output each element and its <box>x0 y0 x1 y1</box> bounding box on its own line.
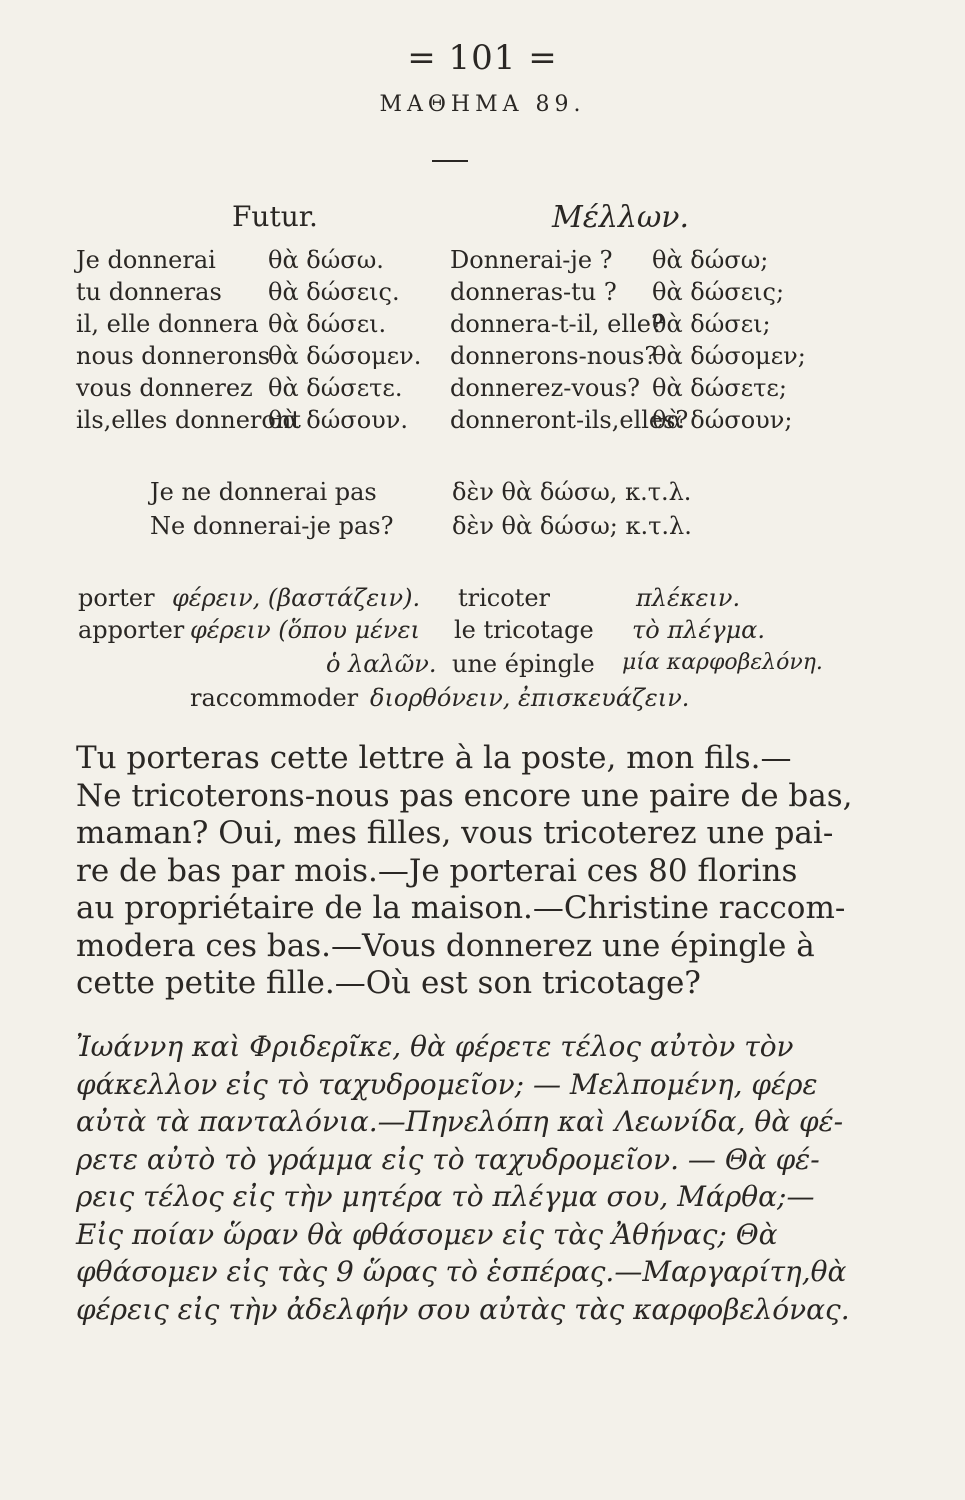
greek-line: φθάσομεν εἰς τὰς 9 ὥρας τὸ ἑσπέρας.—Μαργαρίτη,θὰ <box>76 1255 847 1288</box>
vocab-epingle-gr: μία καρφοβελόνη. <box>622 650 823 675</box>
french-line: cette petite fille.—Où est son tricotage? <box>76 965 701 1001</box>
lesson-title: ΜΑΘΗΜΑ 89. <box>379 92 586 117</box>
conj-gr-4: θὰ δώσομεν. <box>268 342 422 370</box>
conj-qfr-2: donneras-tu ? <box>450 278 617 306</box>
french-line: Tu porteras cette lettre à la poste, mon fils.— <box>76 740 792 776</box>
greek-line: αὐτὰ τὰ πανταλόνια.—Πηνελόπη καὶ Λεωνίδα, θὰ φέ- <box>76 1105 844 1138</box>
title-divider <box>432 160 468 162</box>
conj-qfr-6: donneront-ils,elles? <box>450 406 689 434</box>
conj-fr-2: tu donneras <box>76 278 222 306</box>
vocab-porter-gr: φέρειν, (βαστάζειν). <box>172 584 421 612</box>
section-heading-greek: Μέλλων. <box>552 200 690 235</box>
greek-line: φάκελλον εἰς τὸ ταχυδρομεῖον; — Μελπομένη, φέρε <box>76 1067 818 1101</box>
negative-gr-1: δὲν θὰ δώσω, κ.τ.λ. <box>452 478 692 506</box>
conj-qgr-4: θὰ δώσομεν; <box>652 342 806 370</box>
conj-qfr-3: donnera-t-il, elle? <box>450 310 664 338</box>
greek-line: φέρεις εἰς τὴν ἀδελφήν σου αὐτὰς τὰς καρφοβελόνας. <box>76 1292 850 1326</box>
negative-gr-2: δὲν θὰ δώσω; κ.τ.λ. <box>452 512 692 540</box>
conj-fr-6: ils,elles donneront <box>76 406 301 434</box>
conj-fr-5: vous donnerez <box>76 374 253 402</box>
french-exercise <box>76 740 853 1003</box>
conj-qgr-5: θὰ δώσετε; <box>652 374 787 402</box>
conj-qgr-6: θὰ δώσουν; <box>652 406 793 434</box>
conj-qgr-2: θὰ δώσεις; <box>652 278 785 306</box>
vocab-raccommoder-fr: raccommoder <box>190 684 359 712</box>
conj-qfr-4: donnerons-nous? <box>450 342 658 370</box>
french-line: re de bas par mois.—Je porterai ces 80 florins <box>76 852 798 889</box>
french-line: modera ces bas.—Vous donnerez une épingle à <box>76 927 815 964</box>
conj-fr-1: Je donnerai <box>76 246 216 274</box>
vocab-apporter-fr: apporter <box>78 616 185 644</box>
vocab-epingle-fr: une épingle <box>452 650 595 678</box>
negative-fr-2: Ne donnerai-je pas? <box>150 512 394 540</box>
french-line: au propriétaire de la maison.—Christine raccom- <box>76 890 846 926</box>
greek-line: ρεις τέλος εἰς τὴν μητέρα τὸ πλέγμα σου, Μάρθα;— <box>76 1180 815 1213</box>
conj-qfr-1: Donnerai-je ? <box>450 246 613 274</box>
greek-line: ρετε αὐτὸ τὸ γράμμα εἰς τὸ ταχυδρομεῖον. — Θὰ φέ- <box>76 1142 820 1176</box>
conj-fr-3: il, elle donnera <box>76 310 259 338</box>
vocab-ho-gr: ὁ λαλῶν. <box>326 650 437 678</box>
vocab-apporter-gr: φέρειν (ὅπου μένει <box>190 616 420 644</box>
conj-gr-3: θὰ δώσει. <box>268 310 387 338</box>
vocab-tricoter-gr: πλέκειν. <box>636 584 741 612</box>
conj-qgr-1: θὰ δώσω; <box>652 246 769 274</box>
vocab-tricoter-fr: tricoter <box>458 584 551 612</box>
conj-gr-1: θὰ δώσω. <box>268 246 384 274</box>
negative-fr-1: Je ne donnerai pas <box>150 478 377 506</box>
greek-exercise <box>76 1028 850 1328</box>
french-line: maman? Oui, mes filles, vous tricoterez une pai- <box>76 815 834 851</box>
greek-line: Εἰς ποίαν ὥραν θὰ φθάσομεν εἰς τὰς Ἀθήνας; Θὰ <box>76 1217 778 1251</box>
french-line: Ne tricoterons-nous pas encore une paire de bas, <box>76 777 853 814</box>
conj-qgr-3: θὰ δώσει; <box>652 310 771 338</box>
vocab-raccommoder-gr: διορθόνειν, ἐπισκευάζειν. <box>370 684 690 712</box>
conj-gr-2: θὰ δώσεις. <box>268 278 400 306</box>
vocab-tricotage-fr: le tricotage <box>454 616 594 644</box>
conj-qfr-5: donnerez-vous? <box>450 374 641 402</box>
greek-line: Ἰωάννη καὶ Φριδερῖκε, θὰ φέρετε τέλος αὐτὸν τὸν <box>76 1030 794 1063</box>
conj-fr-4: nous donnerons <box>76 342 270 370</box>
vocab-tricotage-gr: τὸ πλέγμα. <box>632 616 765 644</box>
page-number: = 101 = <box>407 38 558 78</box>
section-heading-french: Futur. <box>232 200 318 233</box>
conj-gr-6: θὰ δώσουν. <box>268 406 408 434</box>
conj-gr-5: θὰ δώσετε. <box>268 374 403 402</box>
vocab-porter-fr: porter <box>78 584 155 612</box>
